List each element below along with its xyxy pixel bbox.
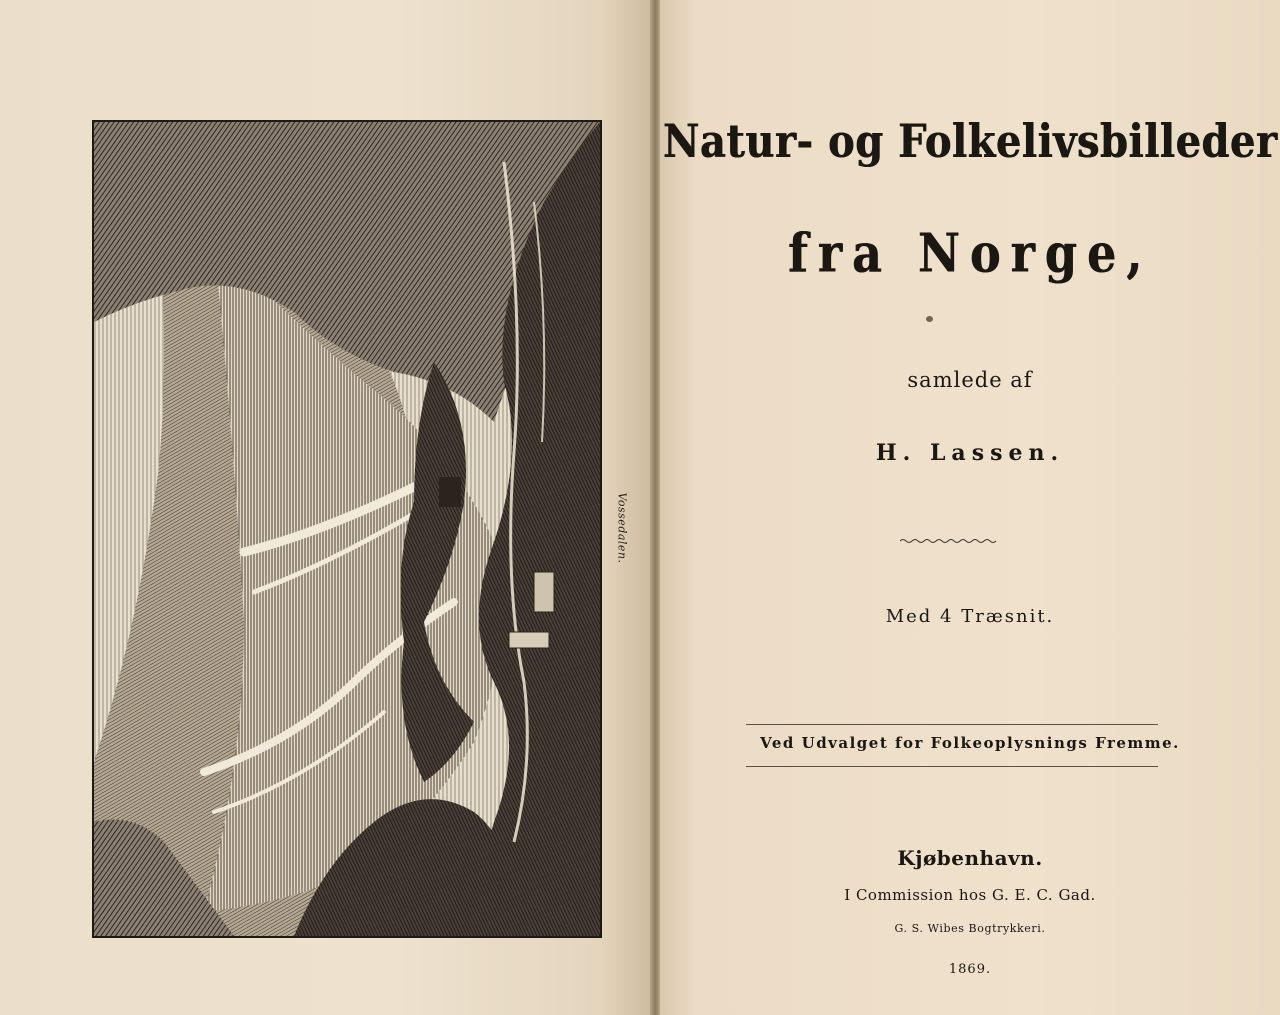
author-name: H. Lassen. <box>875 440 1065 466</box>
title-line-1: Natur- og Folkelivsbilleder <box>662 114 1278 169</box>
publisher-line: Ved Udvalget for Folkeoplysnings Fremme. <box>760 734 1180 752</box>
ink-speck <box>926 316 933 322</box>
publisher-rule-top <box>746 724 1158 725</box>
imprint-year: 1869. <box>948 962 992 977</box>
by-line: samlede af <box>907 368 1033 392</box>
title-line-2: fra Norge, <box>787 221 1153 285</box>
decorative-rule <box>900 538 998 544</box>
imprint-printer: G. S. Wibes Bogtrykkeri. <box>894 922 1046 935</box>
woodcut-note: Med 4 Træsnit. <box>885 606 1055 627</box>
engraving-plate <box>92 120 602 938</box>
publisher-rule-bottom <box>746 766 1158 767</box>
plate-caption: Vossedalen. <box>615 492 629 564</box>
imprint-commission: I Commission hos G. E. C. Gad. <box>844 886 1096 904</box>
imprint-city: Kjøbenhavn. <box>897 846 1043 870</box>
engraving-illustration <box>94 122 600 936</box>
